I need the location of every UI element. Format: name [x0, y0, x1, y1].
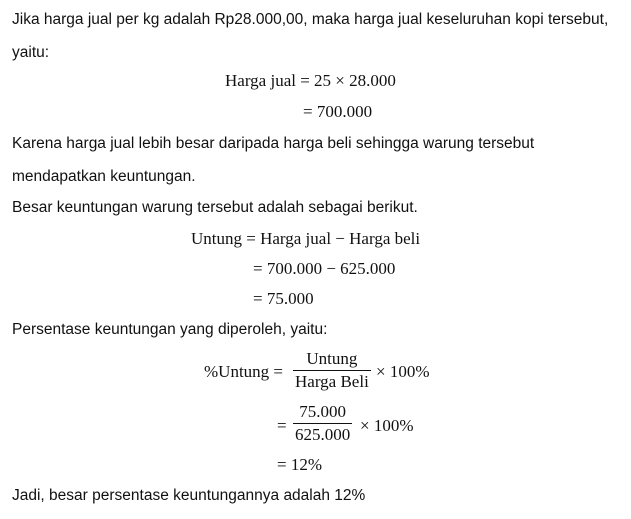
equation-result: = 12% [277, 455, 322, 474]
conclusion-line: Jadi, besar persentase keuntungannya adalah 12% [12, 487, 366, 504]
equation-lhs: %Untung = [204, 362, 283, 381]
paragraph-line: Persentase keuntungan yang diperoleh, yaitu: [12, 321, 328, 338]
equation-line: Untung = Harga jual − Harga beli [191, 229, 421, 248]
equation-line: = 75.000 [253, 289, 314, 308]
equation-term: × 100% [376, 362, 430, 381]
fraction-untung-over-harga-beli [293, 349, 371, 392]
equation-line: = 700.000 − 625.000 [253, 259, 396, 278]
paragraph-line: mendapatkan keuntungan. [12, 168, 196, 185]
fraction-bar [293, 423, 352, 424]
fraction-bar [293, 370, 371, 371]
fraction-denominator: Harga Beli [295, 372, 369, 391]
equation-equals: = [277, 416, 287, 435]
paragraph-line: yaitu: [12, 44, 50, 61]
fraction-values [293, 402, 352, 445]
paragraph-line: Besar keuntungan warung tersebut adalah sebagai berikut. [12, 199, 418, 216]
fraction-numerator: 75.000 [299, 402, 346, 421]
equation-line: Harga jual = 25 × 28.000 [225, 71, 396, 90]
equation-line: = 700.000 [303, 102, 373, 121]
fraction-denominator: 625.000 [295, 425, 351, 444]
paragraph-line: Jika harga jual per kg adalah Rp28.000,00, maka harga jual keseluruhan kopi tersebut, [12, 11, 609, 28]
paragraph-line: Karena harga jual lebih besar daripada harga beli sehingga warung tersebut [12, 135, 535, 152]
fraction-numerator: Untung [306, 349, 358, 368]
equation-term: × 100% [360, 416, 414, 435]
